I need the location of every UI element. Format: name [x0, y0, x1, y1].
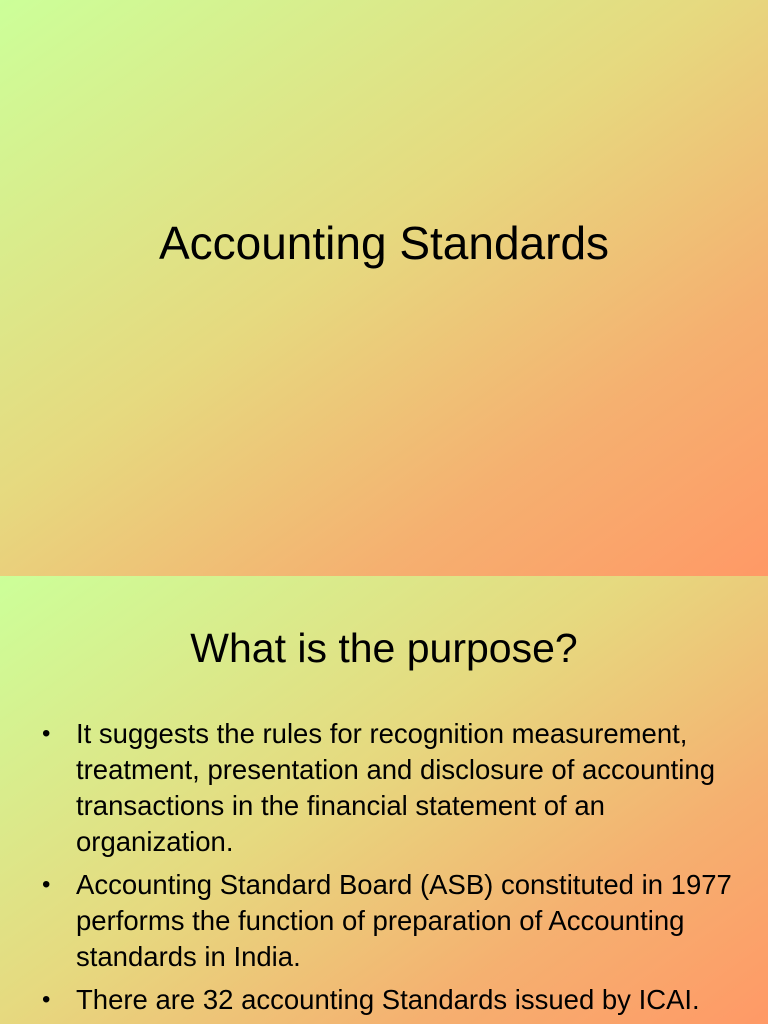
bullet-icon: • [42, 986, 51, 1013]
bullet-text-1: It suggests the rules for recognition measurement, treatment, presentation and disclosure of accounting transactions in the financial statement of an organization. [76, 718, 715, 857]
bullet-list [0, 716, 768, 1024]
bullet-text-3: There are 32 accounting Standards issued by ICAI. [76, 984, 700, 1015]
bullet-icon: • [42, 720, 51, 747]
bullet-item-1 [0, 716, 768, 860]
bullet-item-3 [0, 982, 768, 1018]
bullet-text-2: Accounting Standard Board (ASB) constituted in 1977 performs the function of preparation of Accounting standards in India. [76, 869, 732, 972]
bullet-icon: • [42, 871, 51, 898]
bullet-item-2 [0, 867, 768, 975]
slide-title-heading: Accounting Standards [158, 217, 610, 269]
slide-purpose [0, 576, 768, 1024]
slide-purpose-heading: What is the purpose? [190, 625, 578, 671]
